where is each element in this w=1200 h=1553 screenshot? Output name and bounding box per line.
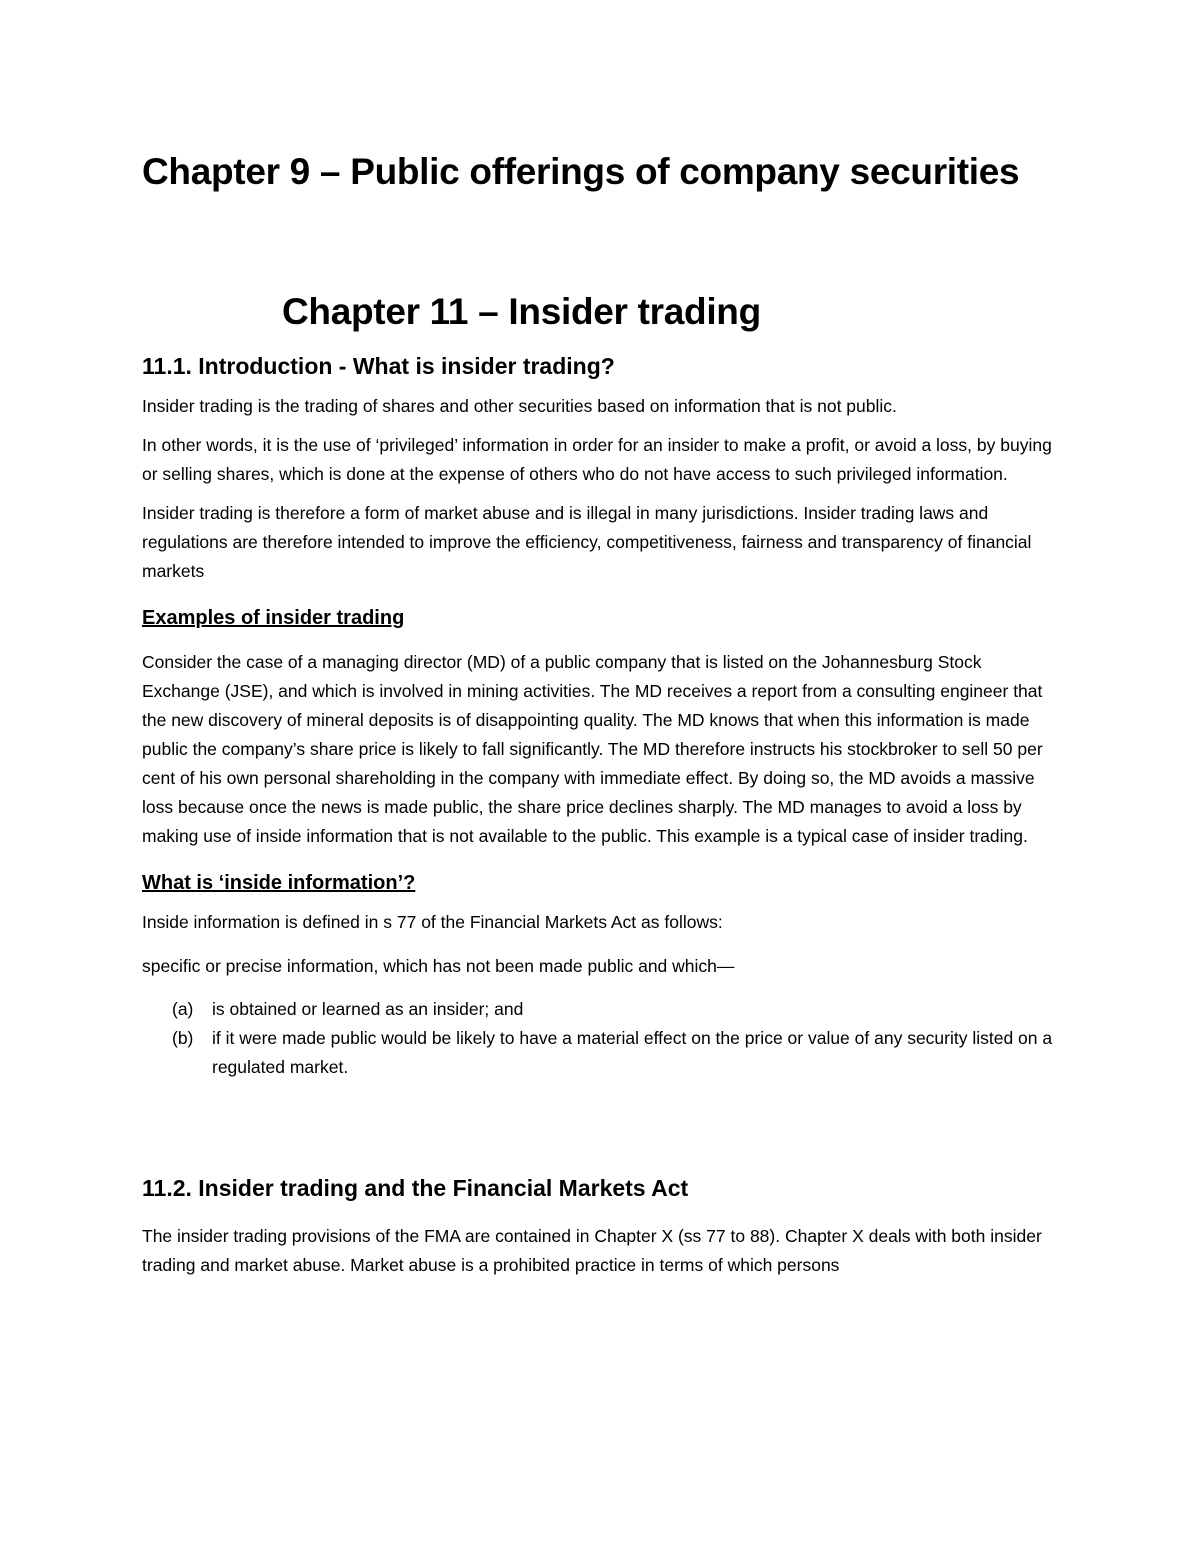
examples-heading: Examples of insider trading [142,607,405,629]
list-item-mark: (b) [172,1028,194,1048]
section-11-2-heading: 11.2. Insider trading and the Financial Markets Act [142,1175,689,1201]
list-item-text: is obtained or learned as an insider; and [212,999,524,1019]
list-item [142,995,1057,1024]
list-item-mark: (a) [172,999,194,1019]
inside-information-intro: Inside information is defined in s 77 of the Financial Markets Act as follows: [142,912,723,932]
intro-paragraph-3: Insider trading is therefore a form of market abuse and is illegal in many jurisdictions. Insider trading laws and regulations are therefore intended to improve the efficiency, competitiveness, fairness and transparency of financial markets [142,503,1032,581]
examples-paragraph: Consider the case of a managing director (MD) of a public company that is listed on the Johannesburg Stock Exchange (JSE), and which is involved in mining activities. The MD receives a report from a consulting engineer that the new discovery of mineral deposits is of disappointing quality. The MD knows that when this information is made public the company’s share price is likely to fall significantly. The MD therefore instructs his stockbroker to sell 50 per cent of his own personal shareholding in the company with immediate effect. By doing so, the MD avoids a massive loss because once the news is made public, the share price declines sharply. The MD manages to avoid a loss by making use of inside information that is not available to the public. This example is a typical case of insider trading. [142,652,1043,846]
inside-information-heading: What is ‘inside information’? [142,872,416,894]
chapter-11-title: Chapter 11 – Insider trading [282,291,761,332]
document-body [142,146,1057,1280]
intro-paragraph-2: In other words, it is the use of ‘privileged’ information in order for an insider to make a profit, or avoid a loss, by buying or selling shares, which is done at the expense of others who do not have access to such privileged information. [142,435,1052,484]
list-item [142,1024,1057,1082]
definition-list [142,995,1057,1082]
section-11-1-heading: 11.1. Introduction - What is insider trading? [142,353,615,379]
list-item-text: if it were made public would be likely to have a material effect on the price or value of any security listed on a regulated market. [212,1028,1053,1077]
intro-paragraph-1: Insider trading is the trading of shares and other securities based on information that is not public. [142,396,897,416]
chapter-9-title: Chapter 9 – Public offerings of company securities [142,151,1020,192]
fma-paragraph: The insider trading provisions of the FMA are contained in Chapter X (ss 77 to 88). Chapter X deals with both insider trading and market abuse. Market abuse is a prohibited practice in terms of which persons [142,1226,1042,1275]
inside-information-definition: specific or precise information, which has not been made public and which— [142,956,735,976]
